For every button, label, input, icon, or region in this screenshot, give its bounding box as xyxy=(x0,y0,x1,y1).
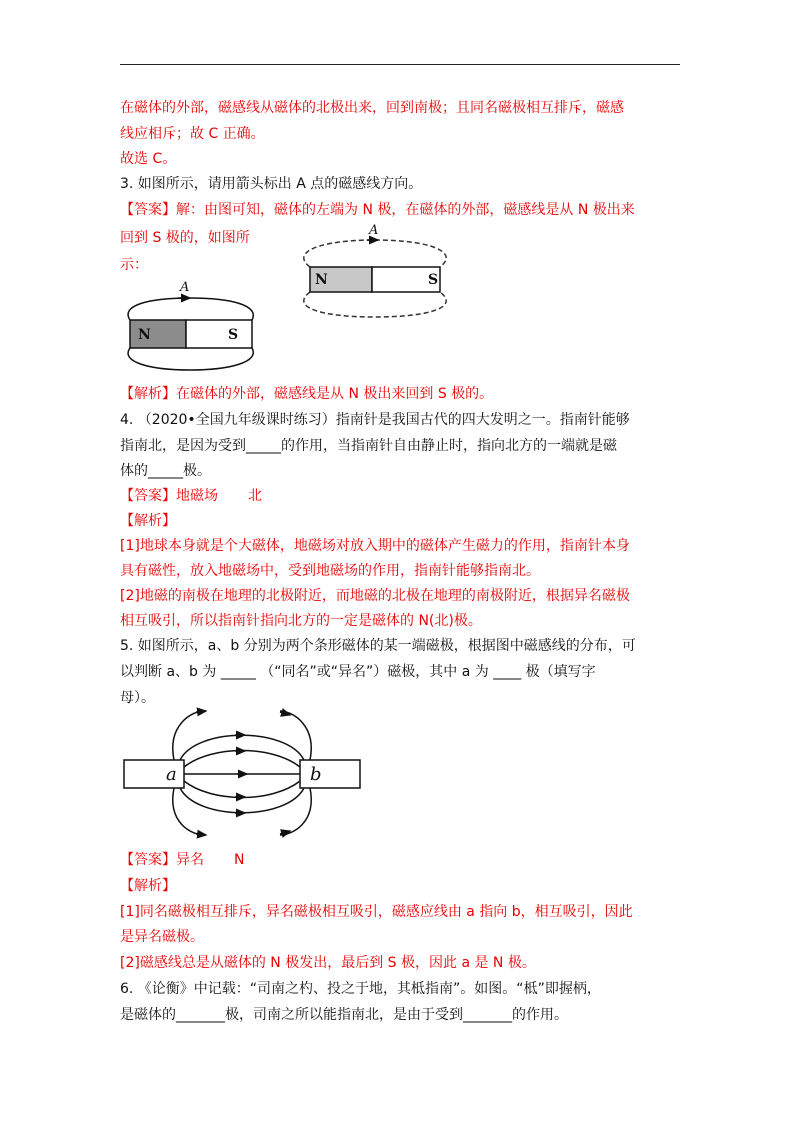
magnet-b xyxy=(300,760,360,788)
q6-question-line2: 是磁体的_______极，司南之所以能指南北，是由于受到_______的作用。 xyxy=(120,1007,568,1023)
field-line-top xyxy=(304,240,446,267)
q3-answer-line3: 示： xyxy=(120,257,148,273)
magnet-s-half xyxy=(186,320,252,348)
point-a-label: A xyxy=(369,223,379,238)
q4-point2-line2: 相互吸引，所以指南针指向北方的一定是磁体的 N(北)极。 xyxy=(120,613,482,629)
field-line-lower-inner xyxy=(184,781,300,798)
q4-answer xyxy=(120,486,262,506)
q3-answer-line1: 【答案】解：由图可知，磁体的左端为 N 极，在磁体的外部，磁感线是从 N 极出来 xyxy=(120,202,635,218)
pole-a-label: a xyxy=(166,764,177,785)
magnet-n-label: N xyxy=(138,327,151,343)
q2-conclusion: 故选 C。 xyxy=(120,151,177,167)
q4-point1-line1: [1]地球本身就是个大磁体，地磁场对放入期中的磁体产生磁力的作用，指南针本身 xyxy=(120,538,630,554)
q3-figure-right xyxy=(285,222,465,322)
field-line-upper-inner xyxy=(184,751,300,768)
pole-b-label: b xyxy=(310,764,322,785)
q5-question-line1: 5. 如图所示，a、b 分别为两个条形磁体的某一端磁极，根据图中磁感线的分布，可 xyxy=(120,638,636,654)
q5-analysis-label: 【解析】 xyxy=(120,878,176,894)
q5-point1-line1: [1]同名磁极相互排斥，异名磁极相互吸引，磁感应线由 a 指向 b，相互吸引，因此 xyxy=(120,904,633,920)
q5-answer-second: N xyxy=(234,852,245,868)
q5-question-line3: 母）。 xyxy=(120,690,155,706)
q5-answer xyxy=(120,850,244,870)
q2-explanation-line1: 在磁体的外部，磁感线从磁体的北极出来，回到南极；且同名磁极相互排斥，磁感 xyxy=(120,100,624,116)
q6-question-line1: 6. 《论衡》中记载：“司南之杓、投之于地，其柢指南”。如图。“柢”即握柄， xyxy=(120,981,601,997)
q5-point1-line2: 是异名磁极。 xyxy=(120,929,204,945)
field-line-bottom xyxy=(128,348,253,370)
magnet-n-label: N xyxy=(315,272,328,288)
q2-explanation-line2: 线应相斥；故 C 正确。 xyxy=(120,126,265,142)
q4-answer-second: 北 xyxy=(248,488,262,504)
q3-answer-line2: 回到 S 极的，如图所 xyxy=(120,230,250,246)
magnet-s-label: S xyxy=(228,327,239,343)
q4-question-line2: 指南北，是因为受到_____的作用，当指南针自由静止时，指向北方的一端就是磁 xyxy=(120,438,617,454)
field-line-upper-middle xyxy=(180,735,304,760)
arrow-lower-outer-left xyxy=(196,834,206,835)
q4-analysis-label: 【解析】 xyxy=(120,513,176,529)
field-line-top xyxy=(128,298,253,320)
q4-point2-line1: [2]地磁的南极在地理的北极附近，而地磁的北极在地理的南极附近，根据异名磁极 xyxy=(120,588,630,604)
field-line-upper-outer xyxy=(173,711,204,760)
arrow-upper-outer-left xyxy=(196,711,206,712)
q4-point1-line2: 具有磁性，放入地磁场中，受到地磁场的作用，指南针能够指南北。 xyxy=(120,563,540,579)
q5-point2: [2]磁感线总是从磁体的 N 极发出，最后到 S 极，因此 a 是 N 极。 xyxy=(120,955,536,971)
q3-analysis: 【解析】在磁体的外部，磁感线是从 N 极出来回到 S 极的。 xyxy=(120,386,494,402)
q3-question: 3. 如图所示，请用箭头标出 A 点的磁感线方向。 xyxy=(120,176,423,192)
header-rule xyxy=(120,64,680,65)
q4-answer-first: 【答案】地磁场 xyxy=(120,488,218,504)
field-line-lower-middle xyxy=(180,788,304,813)
field-line-bottom xyxy=(304,292,446,317)
magnet-s-label: S xyxy=(428,272,439,288)
q5-question-line2: 以判断 a、b 为 _____ （“同名”或“异名”）磁极，其中 a 为 ____ 极（填写字 xyxy=(120,664,596,680)
q5-figure xyxy=(122,705,367,840)
field-line-lower-outer xyxy=(173,788,204,835)
field-line-lower-outer-right xyxy=(280,788,311,835)
q4-question-line1: 4. （2020•全国九年级课时练习）指南针是我国古代的四大发明之一。指南针能够 xyxy=(120,412,630,428)
field-line-upper-outer-right xyxy=(280,711,311,760)
q3-figure-left xyxy=(120,280,270,375)
q4-question-line3: 体的_____极。 xyxy=(120,463,211,479)
point-a-label: A xyxy=(180,280,190,295)
q5-answer-first: 【答案】异名 xyxy=(120,852,204,868)
